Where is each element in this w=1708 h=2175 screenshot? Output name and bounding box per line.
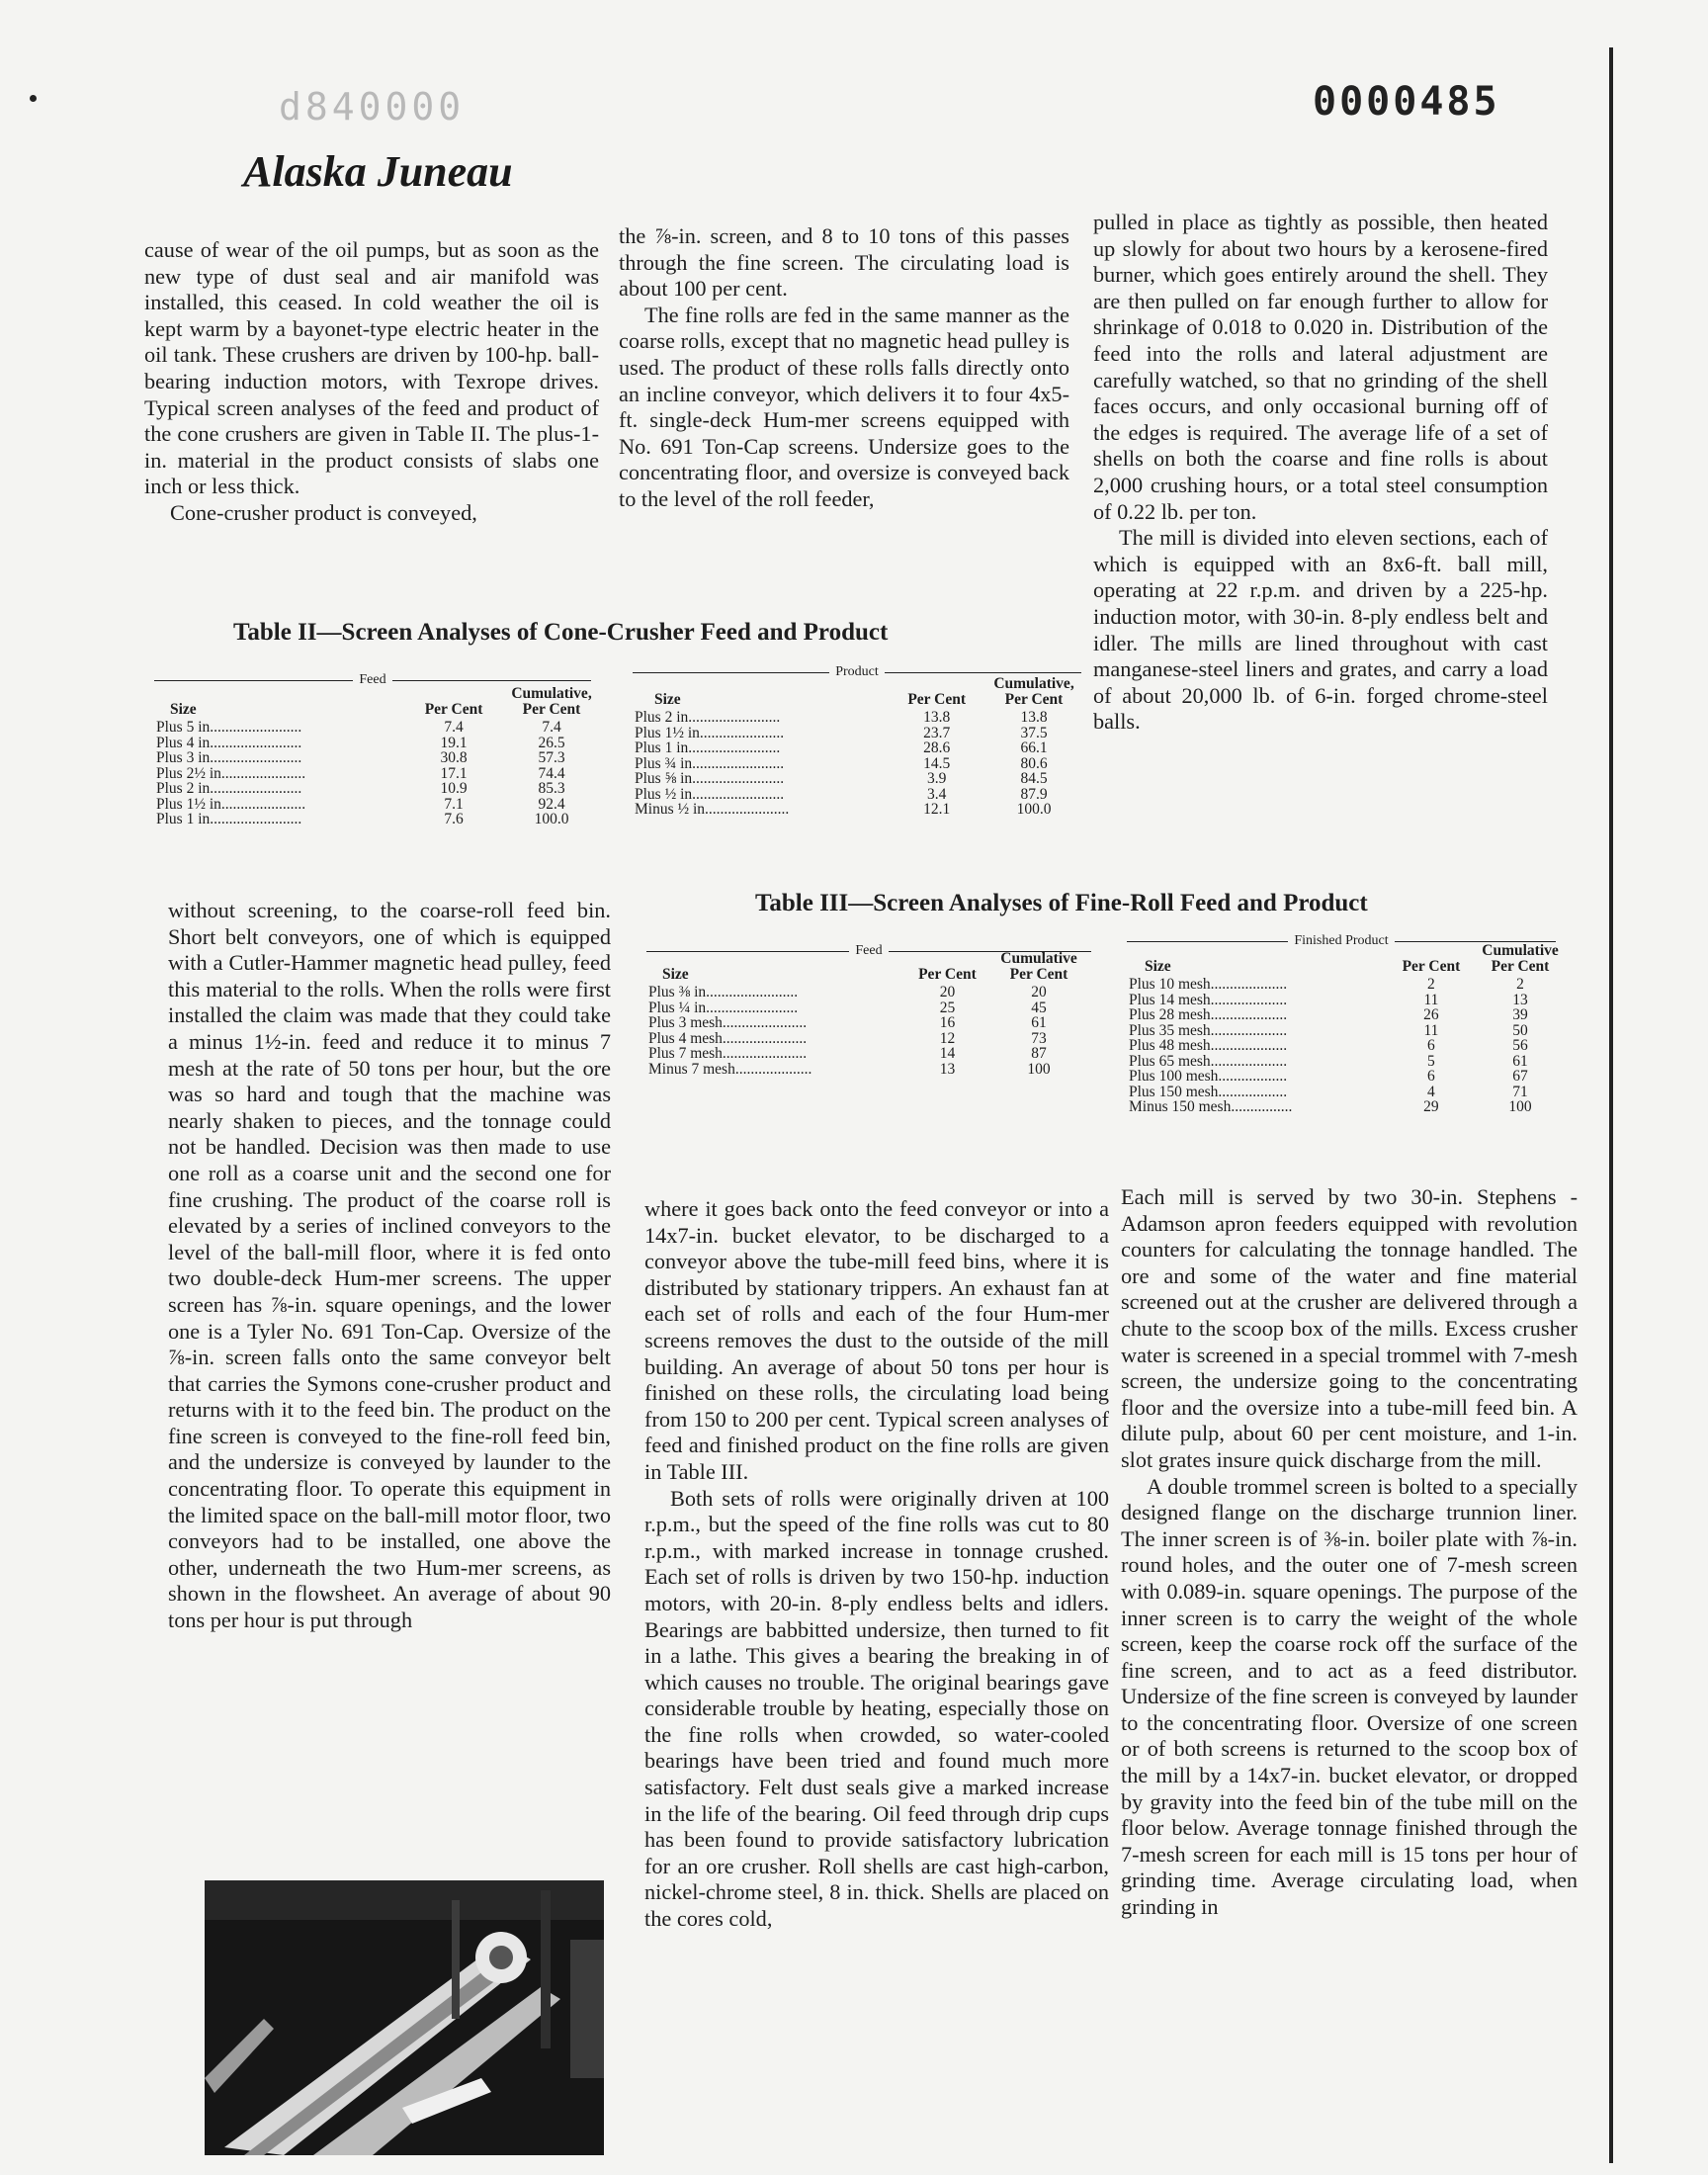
size-cell: Minus 150 mesh................ [1129, 1098, 1293, 1115]
column-header-size: Size [662, 966, 689, 983]
percent-cell: 29 [1423, 1098, 1439, 1115]
size-cell: Plus 28 mesh.................... [1129, 1006, 1288, 1023]
group-label: Feed [855, 943, 883, 958]
table-row [1127, 1099, 1562, 1115]
cumulative-cell: 13 [1512, 991, 1528, 1008]
column-header-size: Size [1145, 958, 1171, 975]
cumulative-cell: 26.5 [538, 734, 565, 751]
percent-cell: 23.7 [923, 724, 951, 741]
size-cell: Plus 5 in........................ [156, 719, 302, 736]
cumulative-cell: 67 [1512, 1068, 1528, 1085]
table-row [633, 756, 1081, 772]
percent-cell: 11 [1423, 991, 1439, 1008]
column-header-percent: Per Cent [907, 691, 967, 708]
paragraph: Each mill is served by two 30-in. Stephens - Adamson apron feeders equipped with revolution counters for calculating the tonnage handled. The ore and some of the water and fine material screened out at the crusher are delivered through a chute to the scoop box of the mills. Excess crusher water is screened in a special trommel with 7-mesh screen, the undersize going to the concentrating floor and the oversize into a tube-mill feed bin. A dilute pulp, about 60 per cent moisture, and 1-in. slot grates insure quick discharge from the mill. [1121, 1184, 1578, 1472]
table-row [633, 771, 1081, 787]
paragraph: The mill is divided into eleven sections, each of which is equipped with an 8x6-ft. ball mill, operating at 22 r.p.m. and driven by a 225-hp. induction motor, with 30-in. 8-ply endless belt and idler. The mills are lined throughout with cast manganese-steel liners and grates, and carry a load of about 20,000 lb. of 6-in. forged chrome-steel balls. [1093, 525, 1548, 735]
table-row [1127, 1023, 1562, 1039]
cumulative-cell: 92.4 [538, 795, 565, 813]
cumulative-cell: 71 [1512, 1083, 1528, 1100]
percent-cell: 28.6 [923, 740, 951, 756]
size-cell: Plus 4 mesh...................... [648, 1029, 808, 1047]
percent-cell: 4 [1427, 1083, 1435, 1100]
column-header-size: Size [170, 701, 197, 718]
table-row [633, 787, 1081, 803]
percent-cell: 6 [1427, 1037, 1435, 1054]
size-cell: Plus 2½ in...................... [156, 764, 306, 782]
size-cell: Plus 2 in........................ [156, 780, 302, 797]
table-row [154, 750, 599, 766]
group-label: Finished Product [1294, 933, 1389, 948]
cumulative-cell: 74.4 [538, 764, 565, 782]
percent-cell: 12 [939, 1029, 956, 1047]
table-row [1127, 1007, 1562, 1023]
percent-cell: 5 [1427, 1052, 1435, 1070]
table-3-title: Table III—Screen Analyses of Fine-Roll Feed and Product [755, 890, 1368, 916]
table-row [633, 726, 1081, 741]
size-cell: Plus 1 in........................ [635, 740, 781, 756]
table-row [633, 802, 1081, 818]
percent-cell: 13 [939, 1060, 956, 1078]
page-edge-rule [1609, 47, 1613, 2163]
cumulative-cell: 50 [1512, 1021, 1528, 1039]
column-header-size: Size [654, 691, 681, 708]
cumulative-cell: 61 [1512, 1052, 1528, 1070]
column-header-percent: Per Cent [1402, 958, 1461, 975]
table-row [154, 797, 599, 813]
size-cell: Plus 65 mesh.................... [1129, 1052, 1288, 1070]
table-row [154, 781, 599, 797]
table-row [154, 720, 599, 736]
paragraph: pulled in place as tightly as possible, then heated up slowly for about two hours by a kerosene-fired burner, which goes entirely around the shell. They are then pulled on far enough further to allow for shrinkage of 0.018 to 0.020 in. Distribution of the feed into the rolls and lateral adjustment are carefully watched, so that no grinding of the shell faces occurs, and only occasional burning off of the edges is required. The average life of a set of shells on both the coarse and fine rolls is about 2,000 crushing hours, or a total steel consumption of 0.22 lb. per ton. [1093, 210, 1548, 524]
size-cell: Plus 10 mesh.................... [1129, 976, 1288, 993]
percent-cell: 7.1 [444, 795, 464, 813]
percent-cell: 25 [939, 999, 956, 1016]
size-cell: Plus 35 mesh.................... [1129, 1021, 1288, 1039]
table-row [1127, 977, 1562, 993]
size-cell: Plus 1 in........................ [156, 811, 302, 827]
percent-cell: 3.4 [926, 785, 947, 803]
size-cell: Plus 4 in........................ [156, 734, 302, 751]
size-cell: Plus 100 mesh.................. [1129, 1068, 1288, 1085]
percent-cell: 14 [939, 1045, 956, 1062]
size-cell: Plus ¾ in........................ [635, 754, 785, 772]
paragraph: the ⅞-in. screen, and 8 to 10 tons of this passes through the fine screen. The circulating load is about 100 per cent. [619, 223, 1069, 302]
size-cell: Plus 1½ in...................... [156, 795, 306, 813]
table-3-finished-product [1127, 943, 1562, 1115]
cumulative-cell: 66.1 [1020, 740, 1048, 756]
column-3-top [1093, 210, 1548, 736]
table-row [646, 1062, 1083, 1078]
percent-cell: 3.9 [926, 770, 947, 787]
cumulative-cell: 20 [1031, 984, 1047, 1000]
percent-cell: 7.4 [444, 719, 464, 736]
column-2-bottom [644, 1196, 1109, 1933]
cumulative-cell: 61 [1031, 1014, 1047, 1031]
table-row [154, 812, 599, 827]
paragraph: The fine rolls are fed in the same manner as the coarse rolls, except that no magnetic head pulley is used. The product of these rolls falls directly onto an incline conveyor, which delivers it to four 4x5-ft. single-deck Hum-mer screens equipped with No. 691 Ton-Cap screens. Undersize goes to the concentrating floor, and oversize is conveyed back to the level of the roll feeder, [619, 302, 1069, 511]
table-row [646, 1000, 1083, 1016]
table-row [1127, 1038, 1562, 1054]
size-cell: Plus 3 in........................ [156, 749, 302, 766]
column-3-bottom [1121, 1184, 1578, 1921]
percent-cell: 14.5 [923, 754, 951, 772]
cumulative-cell: 57.3 [538, 749, 565, 766]
size-cell: Plus 2 in........................ [635, 709, 781, 726]
size-cell: Plus 7 mesh...................... [648, 1045, 808, 1062]
cumulative-cell: 37.5 [1020, 724, 1048, 741]
table-2-product [633, 676, 1081, 818]
paragraph: Cone-crusher product is conveyed, [170, 499, 477, 525]
cumulative-cell: 13.8 [1020, 709, 1048, 726]
cumulative-cell: 87.9 [1020, 785, 1048, 803]
document-number-stamp-faded: d840000 [279, 85, 466, 129]
column-1-bottom [168, 898, 611, 1634]
cumulative-cell: 85.3 [538, 780, 565, 797]
conveyor-photo [205, 1880, 604, 2155]
table-row [646, 1046, 1083, 1062]
table-row [1127, 1069, 1562, 1085]
group-label: Feed [359, 672, 386, 687]
percent-cell: 11 [1423, 1021, 1439, 1039]
group-label: Product [835, 664, 879, 679]
column-header-cumulative: Cumulative, Per Cent [993, 675, 1074, 708]
percent-cell: 6 [1427, 1068, 1435, 1085]
table-row [646, 1015, 1083, 1031]
size-cell: Plus ½ in........................ [635, 785, 785, 803]
column-header-percent: Per Cent [918, 966, 977, 983]
cumulative-cell: 100 [1508, 1098, 1532, 1115]
table-2-feed [154, 686, 599, 827]
paragraph: where it goes back onto the feed conveyor or into a 14x7-in. bucket elevator, to be discharged to a conveyor above the tube-mill feed bins, where it is distributed by stationary trippers. An exhaust fan at each set of rolls and each of the four Hum-mer screens removes the dust to the outside of the mill building. An average of about 50 tons per hour is finished on these rolls, the circulating load being from 150 to 200 per cent. Typical screen analyses of feed and finished product on the fine rolls are given in Table III. [644, 1196, 1109, 1484]
size-cell: Plus 48 mesh.................... [1129, 1037, 1288, 1054]
column-header-cumulative: Cumulative, Per Cent [511, 685, 592, 718]
column-1-top [144, 237, 599, 527]
table-2-title: Table II—Screen Analyses of Cone-Crusher Feed and Product [233, 619, 889, 646]
size-cell: Plus ¼ in........................ [648, 999, 799, 1016]
percent-cell: 10.9 [440, 780, 468, 797]
cumulative-cell: 100.0 [1016, 801, 1052, 818]
size-cell: Plus ⅜ in........................ [648, 984, 799, 1000]
percent-cell: 13.8 [923, 709, 951, 726]
percent-cell: 17.1 [440, 764, 468, 782]
size-cell: Plus 150 mesh.................. [1129, 1083, 1288, 1100]
column-2-top [619, 223, 1069, 513]
paragraph: Both sets of rolls were originally driven at 100 r.p.m., but the speed of the fine rolls was cut to 80 r.p.m., with marked increase in tonnage crushed. Each set of rolls is driven by two 150-hp. induction motors, with 20-in. 8-ply endless belts and idlers. Bearings are babbitted undersize, then turned to fit in a lathe. This gives a bearing the breaking in of which causes no trouble. The original bearings gave considerable trouble by heating, especially those on the fine rolls when crowded, so water-cooled bearings have been tried and found much more satisfactory. Felt dust seals give a marked increase in the life of the bearing. Oil feed through drip cups has been found to provide satisfactory lubrication for an ore crusher. Roll shells are cast high-carbon, nickel-chrome steel, 8 in. thick. Shells are placed on the cores cold, [644, 1485, 1109, 1932]
table-row [154, 766, 599, 782]
size-cell: Plus 1½ in...................... [635, 724, 785, 741]
size-cell: Minus 7 mesh.................... [648, 1060, 812, 1078]
cumulative-cell: 2 [1516, 976, 1524, 993]
cumulative-cell: 56 [1512, 1037, 1528, 1054]
table-row [154, 736, 599, 751]
column-header-cumulative: Cumulative Per Cent [1482, 942, 1559, 975]
percent-cell: 19.1 [440, 734, 468, 751]
percent-cell: 2 [1427, 976, 1435, 993]
percent-cell: 26 [1423, 1006, 1439, 1023]
cumulative-cell: 73 [1031, 1029, 1047, 1047]
percent-cell: 20 [939, 984, 956, 1000]
percent-cell: 30.8 [440, 749, 468, 766]
size-cell: Plus ⅝ in........................ [635, 770, 785, 787]
document-number-stamp: 0000485 [1313, 79, 1500, 125]
size-cell: Plus 14 mesh.................... [1129, 991, 1288, 1008]
table-row [1127, 1054, 1562, 1070]
table-3-feed [646, 951, 1083, 1077]
paragraph: A double trommel screen is bolted to a specially designed flange on the discharge trunnion liner. The inner screen is of ⅜-in. boiler plate with ⅞-in. round holes, and the outer one of 7-mesh screen with 0.089-in. square openings. The purpose of the inner screen is to carry the weight of the whole screen, keep the coarse rock off the surface of the fine screen, and to act as a feed distributor. Undersize of the fine screen is conveyed by launder to the concentrating floor. Oversize of one screen or of both screens is returned to the scoop box of the mill by a 14x7-in. bucket elevator, or dropped by gravity into the feed bin of the tube mill on the floor below. Average tonnage finished through the 7-mesh screen for each mill is 15 tons per hour of grinding time. Average circulating load, when grinding in [1121, 1473, 1578, 1920]
cumulative-cell: 45 [1031, 999, 1047, 1016]
table-row [646, 985, 1083, 1000]
paragraph: without screening, to the coarse-roll feed bin. Short belt conveyors, one of which is equipped with a Cutler-Hammer magnetic head pulley, feed this material to the rolls. When the rolls were first installed the claim was made that they could take a minus 1½-in. feed and reduce it to minus 7 mesh at the rate of 50 tons per hour, but the ore was so hard and tough that the machine was nearly shaken to pieces, and the tonnage could not be handled. Decision was then made to use one roll as a coarse unit and the second one for fine crushing. The product of the coarse roll is elevated by a series of inclined conveyors to the level of the ball-mill floor, where it is fed onto two double-deck Hum-mer screens. The upper screen has ⅞-in. square openings, and the lower one is a Tyler No. 691 Ton-Cap. Oversize of the ⅞-in. screen falls onto the same conveyor belt that carries the Symons cone-crusher product and returns with it to the feed bin. The product on the fine screen is conveyed to the fine-roll feed bin, and the undersize is conveyed by launder to the concentrating floor. To operate this equipment in the limited space on the ball-mill motor floor, two conveyors had to be installed, one above the other, underneath the two Hum-mer screens, as shown in the flowsheet. An average of about 90 tons per hour is put through [168, 898, 611, 1633]
cumulative-cell: 100 [1027, 1060, 1051, 1078]
table-row [633, 740, 1081, 756]
column-header-percent: Per Cent [424, 701, 483, 718]
margin-dot [30, 95, 37, 102]
percent-cell: 16 [939, 1014, 956, 1031]
masthead-title: Alaska Juneau [243, 147, 513, 196]
cumulative-cell: 7.4 [542, 719, 561, 736]
paragraph: cause of wear of the oil pumps, but as soon as the new type of dust seal and air manifold was installed, this ceased. In cold weather the oil is kept warm by a bayonet-type electric heater in the oil tank. These crushers are driven by 100-hp. ball-bearing induction motors, with Texrope drives. Typical screen analyses of the feed and product of the cone crushers are given in Table II. The plus-1-in. material in the product consists of slabs one inch or less thick. [144, 237, 599, 499]
size-cell: Plus 3 mesh...................... [648, 1014, 808, 1031]
percent-cell: 12.1 [923, 801, 951, 818]
cumulative-cell: 100.0 [534, 811, 569, 827]
cumulative-cell: 87 [1031, 1045, 1047, 1062]
cumulative-cell: 84.5 [1020, 770, 1048, 787]
cumulative-cell: 80.6 [1020, 754, 1048, 772]
table-row [1127, 993, 1562, 1008]
size-cell: Minus ½ in...................... [635, 801, 790, 818]
cumulative-cell: 39 [1512, 1006, 1528, 1023]
table-row [646, 1031, 1083, 1047]
table-row [1127, 1085, 1562, 1100]
table-row [633, 710, 1081, 726]
percent-cell: 7.6 [444, 811, 464, 827]
column-header-cumulative: Cumulative Per Cent [1000, 950, 1077, 983]
